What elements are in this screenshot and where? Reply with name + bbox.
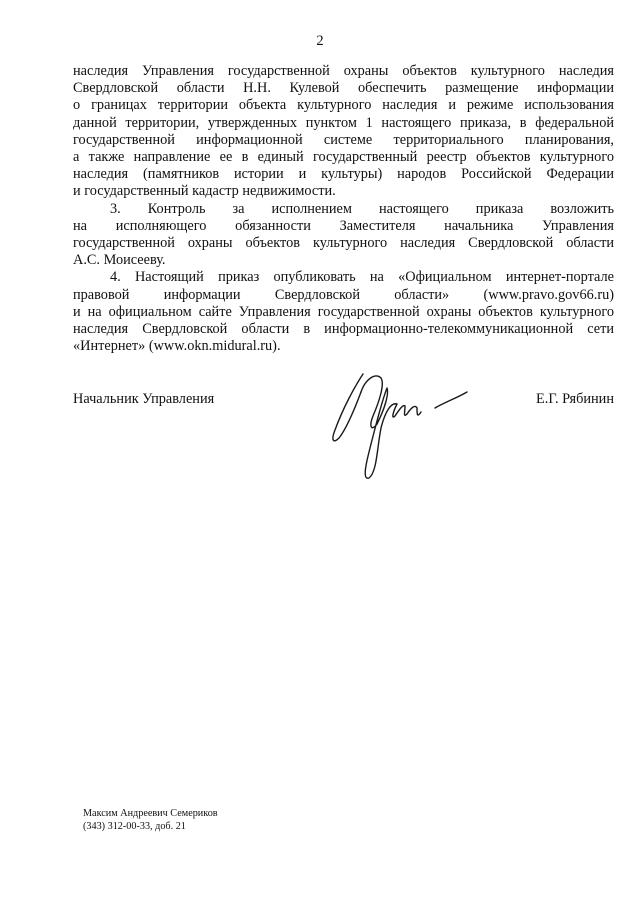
text-line: на исполняющего обязанности Заместителя начальника Управления bbox=[73, 217, 614, 234]
text-line: наследия Свердловской области в информационно-телекоммуникационной сети bbox=[73, 321, 614, 338]
handwritten-signature bbox=[325, 368, 475, 486]
text-line: и государственный кадастр недвижимости. bbox=[73, 183, 336, 200]
text-line: «Интернет» (www.okn.midural.ru). bbox=[73, 338, 281, 355]
paragraph-4 bbox=[73, 269, 614, 355]
document-body bbox=[73, 63, 614, 355]
text-line: государственной информационной системе территориального планирования, bbox=[73, 131, 614, 148]
paragraph-2-continuation bbox=[73, 63, 614, 201]
text-line: правовой информации Свердловской области» (www.pravo.gov66.ru) bbox=[73, 286, 614, 303]
executor-info bbox=[83, 808, 218, 833]
paragraph-3 bbox=[73, 201, 614, 270]
text-line: А.С. Моисееву. bbox=[73, 252, 166, 269]
text-line: государственной охраны объектов культурного наследия Свердловской области bbox=[73, 235, 614, 252]
executor-name: Максим Андреевич Семериков bbox=[83, 808, 218, 819]
text-line: а также направление ее в единый государственный реестр объектов культурного bbox=[73, 149, 614, 166]
signer-title: Начальник Управления bbox=[73, 391, 215, 407]
text-line: данной территории, утвержденных пунктом 1 настоящего приказа, в федеральной bbox=[73, 114, 614, 131]
text-line: о границах территории объекта культурного наследия и режиме использования bbox=[73, 97, 614, 114]
text-line: наследия Управления государственной охраны объектов культурного наследия bbox=[73, 63, 614, 79]
page-number: 2 bbox=[316, 33, 324, 49]
executor-phone: (343) 312-00-33, доб. 21 bbox=[83, 820, 186, 832]
text-line: и на официальном сайте Управления государственной охраны объектов культурного bbox=[73, 303, 614, 320]
text-line: 3. Контроль за исполнением настоящего приказа возложить bbox=[110, 200, 614, 217]
text-line: наследия (памятников истории и культуры) народов Российской Федерации bbox=[73, 166, 614, 183]
text-line: 4. Настоящий приказ опубликовать на «Официальном интернет-портале bbox=[110, 269, 614, 286]
signer-name: Е.Г. Рябинин bbox=[536, 391, 614, 407]
text-line: Свердловской области Н.Н. Кулевой обеспечить размещение информации bbox=[73, 80, 614, 97]
